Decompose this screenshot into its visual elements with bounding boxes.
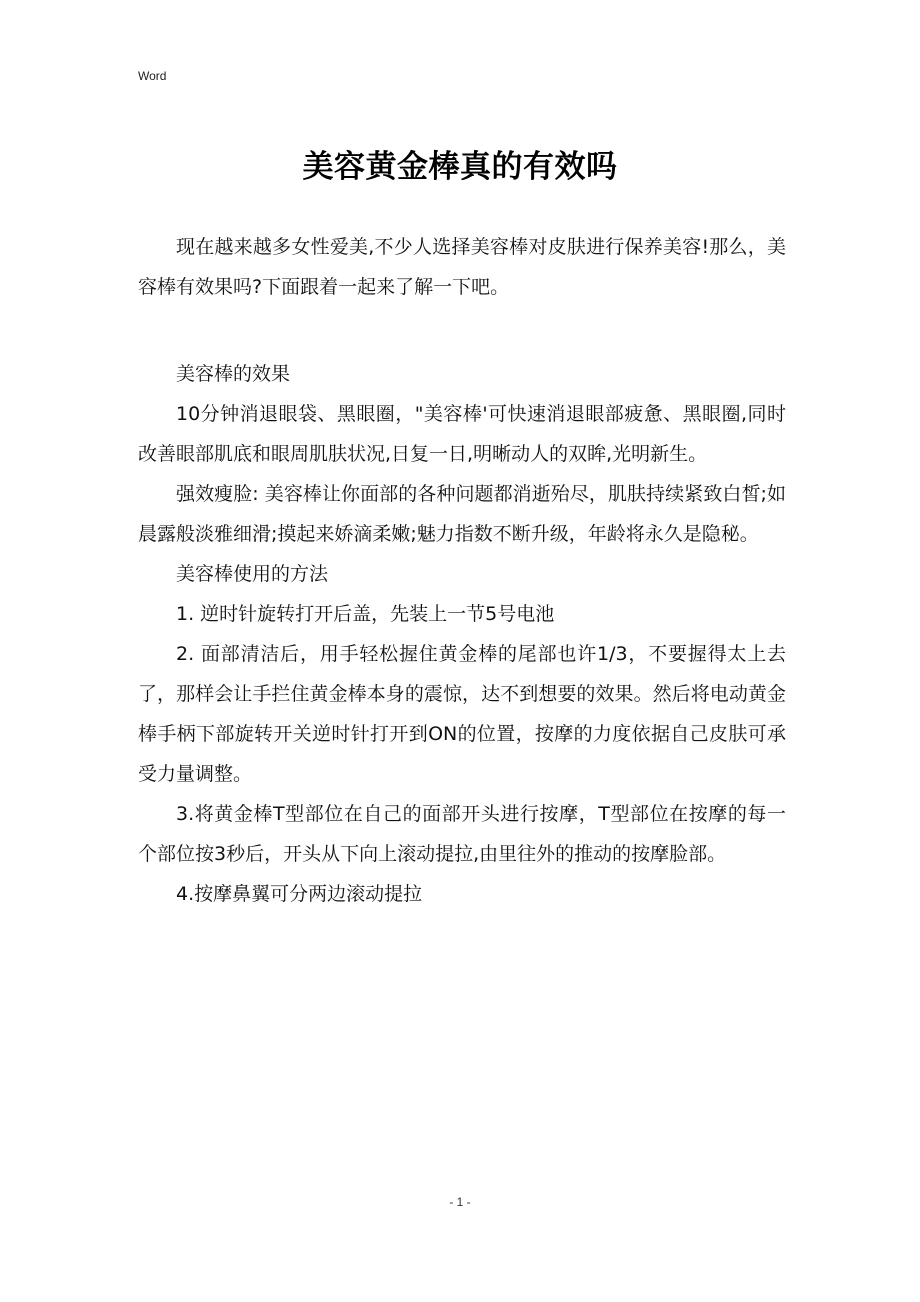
paragraph-intro: 现在越来越多女性爱美,不少人选择美容棒对皮肤进行保养美容!那么，美容棒有效果吗?下面跟着一起来了解一下吧。 — [138, 236, 786, 298]
heading-usage: 美容棒使用的方法 — [176, 563, 329, 585]
paragraph-gap — [138, 307, 786, 354]
paragraph-eye-effect: 10分钟消退眼袋、黑眼圈，"美容棒'可快速消退眼部疲惫、黑眼圈,同时改善眼部肌底和眼周肌肤状况,日复一日,明晰动人的双眸,光明新生。 — [138, 403, 786, 465]
usage-step-2: 2. 面部清洁后，用手轻松握住黄金棒的尾部也许1/3，不要握得太上去了，那样会让手拦住黄金棒本身的震惊，达不到想要的效果。然后将电动黄金棒手柄下部旋转开关逆时针打开到ON的位置，按摩的力度依据自己皮肤可承受力量调整。 — [138, 643, 786, 785]
page-number: - 1 - — [449, 1195, 471, 1209]
usage-step-1: 1. 逆时针旋转打开后盖，先装上一节5号电池 — [176, 603, 555, 625]
paragraph-slimming: 强效瘦脸: 美容棒让你面部的各种问题都消逝殆尽，肌肤持续紧致白皙;如晨露般淡雅细滑;摸起来娇滴柔嫩;魅力指数不断升级，年龄将永久是隐秘。 — [138, 483, 786, 545]
usage-step-3: 3.将黄金棒T型部位在自己的面部开头进行按摩，T型部位在按摩的每一个部位按3秒后，开头从下向上滚动提拉,由里往外的推动的按摩脸部。 — [138, 803, 786, 865]
heading-effects: 美容棒的效果 — [176, 363, 291, 385]
usage-step-4: 4.按摩鼻翼可分两边滚动提拉 — [176, 883, 423, 905]
header-word-label: Word — [138, 69, 167, 83]
document-title: 美容黄金棒真的有效吗 — [302, 149, 618, 185]
document-body — [138, 227, 786, 914]
